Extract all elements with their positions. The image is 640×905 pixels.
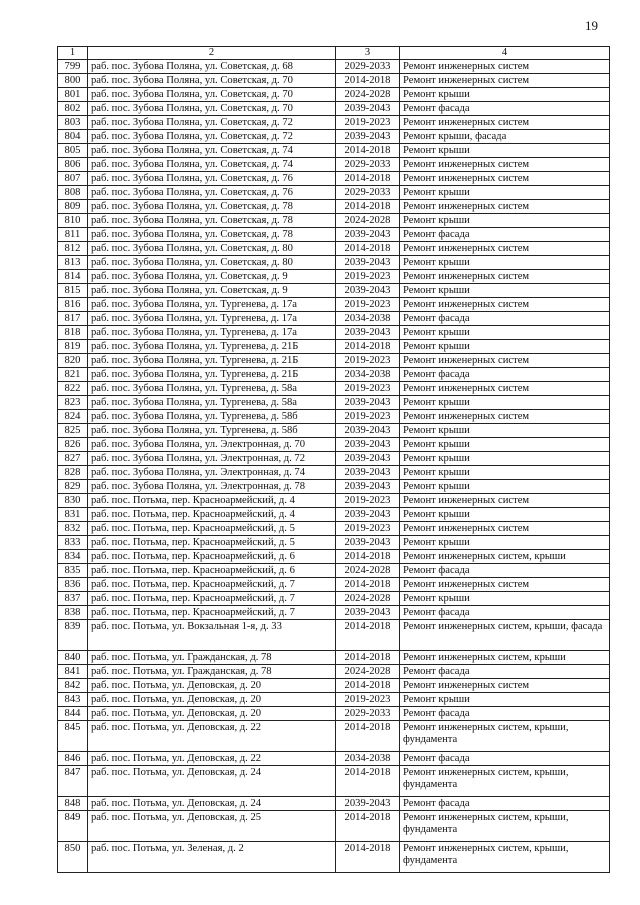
table-row	[58, 564, 610, 578]
table-row	[58, 752, 610, 766]
row-address: раб. пос. Потьма, ул. Гражданская, д. 78	[88, 665, 336, 679]
row-period: 2024-2028	[336, 88, 400, 102]
row-address: раб. пос. Потьма, пер. Красноармейский, д. 6	[88, 564, 336, 578]
row-number: 808	[58, 186, 88, 200]
row-work-type: Ремонт фасада	[400, 752, 610, 766]
row-period: 2039-2043	[336, 256, 400, 270]
row-period: 2024-2028	[336, 214, 400, 228]
row-work-type: Ремонт фасада	[400, 606, 610, 620]
row-address: раб. пос. Потьма, пер. Красноармейский, д. 4	[88, 494, 336, 508]
row-number: 809	[58, 200, 88, 214]
row-number: 799	[58, 60, 88, 74]
row-work-type: Ремонт инженерных систем	[400, 172, 610, 186]
row-work-type: Ремонт фасада	[400, 368, 610, 382]
row-address: раб. пос. Зубова Поляна, ул. Советская, д. 76	[88, 172, 336, 186]
row-period: 2014-2018	[336, 620, 400, 651]
table-row	[58, 200, 610, 214]
row-number: 811	[58, 228, 88, 242]
row-period: 2039-2043	[336, 797, 400, 811]
row-address: раб. пос. Потьма, ул. Деповская, д. 22	[88, 721, 336, 752]
row-period: 2014-2018	[336, 550, 400, 564]
table-row	[58, 270, 610, 284]
row-work-type: Ремонт фасада	[400, 564, 610, 578]
row-number: 815	[58, 284, 88, 298]
table-row	[58, 88, 610, 102]
row-number: 840	[58, 651, 88, 665]
row-period: 2019-2023	[336, 116, 400, 130]
row-number: 802	[58, 102, 88, 116]
row-address: раб. пос. Зубова Поляна, ул. Электронная, д. 72	[88, 452, 336, 466]
row-work-type: Ремонт крыши	[400, 452, 610, 466]
row-number: 842	[58, 679, 88, 693]
row-period: 2039-2043	[336, 396, 400, 410]
table-row	[58, 256, 610, 270]
row-period: 2014-2018	[336, 651, 400, 665]
table-row	[58, 130, 610, 144]
row-period: 2024-2028	[336, 592, 400, 606]
row-work-type: Ремонт инженерных систем	[400, 270, 610, 284]
page-number: 19	[585, 18, 598, 33]
row-work-type: Ремонт инженерных систем	[400, 116, 610, 130]
row-work-type: Ремонт крыши	[400, 466, 610, 480]
table-row	[58, 410, 610, 424]
row-period: 2014-2018	[336, 340, 400, 354]
table-row	[58, 116, 610, 130]
row-number: 819	[58, 340, 88, 354]
table-row	[58, 228, 610, 242]
row-number: 837	[58, 592, 88, 606]
table-row	[58, 186, 610, 200]
row-address: раб. пос. Зубова Поляна, ул. Советская, д. 70	[88, 74, 336, 88]
row-number: 848	[58, 797, 88, 811]
row-period: 2039-2043	[336, 102, 400, 116]
row-work-type: Ремонт фасада	[400, 665, 610, 679]
row-address: раб. пос. Зубова Поляна, ул. Советская, д. 78	[88, 228, 336, 242]
row-number: 844	[58, 707, 88, 721]
row-period: 2014-2018	[336, 679, 400, 693]
row-work-type: Ремонт инженерных систем	[400, 382, 610, 396]
table-row	[58, 382, 610, 396]
row-period: 2024-2028	[336, 564, 400, 578]
table-row	[58, 721, 610, 752]
row-work-type: Ремонт инженерных систем, крыши, фундамента	[400, 766, 610, 797]
row-address: раб. пос. Потьма, ул. Деповская, д. 24	[88, 797, 336, 811]
row-number: 827	[58, 452, 88, 466]
row-period: 2039-2043	[336, 228, 400, 242]
row-address: раб. пос. Потьма, ул. Деповская, д. 25	[88, 811, 336, 842]
row-work-type: Ремонт инженерных систем	[400, 158, 610, 172]
header-col-1: 1	[58, 47, 88, 60]
row-work-type: Ремонт крыши	[400, 144, 610, 158]
row-work-type: Ремонт крыши	[400, 284, 610, 298]
row-number: 800	[58, 74, 88, 88]
row-period: 2019-2023	[336, 522, 400, 536]
row-address: раб. пос. Зубова Поляна, ул. Советская, д. 80	[88, 256, 336, 270]
row-work-type: Ремонт инженерных систем	[400, 578, 610, 592]
row-address: раб. пос. Зубова Поляна, ул. Советская, д. 72	[88, 116, 336, 130]
row-period: 2014-2018	[336, 74, 400, 88]
row-work-type: Ремонт инженерных систем	[400, 74, 610, 88]
row-address: раб. пос. Зубова Поляна, ул. Тургенева, д. 17а	[88, 298, 336, 312]
row-work-type: Ремонт инженерных систем	[400, 679, 610, 693]
row-period: 2019-2023	[336, 693, 400, 707]
row-number: 850	[58, 842, 88, 873]
row-address: раб. пос. Потьма, ул. Зеленая, д. 2	[88, 842, 336, 873]
table-row	[58, 550, 610, 564]
row-number: 831	[58, 508, 88, 522]
table-body	[58, 60, 610, 873]
row-period: 2014-2018	[336, 200, 400, 214]
row-work-type: Ремонт инженерных систем, крыши, фундамента	[400, 842, 610, 873]
row-number: 826	[58, 438, 88, 452]
row-work-type: Ремонт крыши	[400, 424, 610, 438]
row-address: раб. пос. Зубова Поляна, ул. Тургенева, д. 17а	[88, 326, 336, 340]
table-row	[58, 298, 610, 312]
table-header-row	[58, 47, 610, 60]
row-work-type: Ремонт инженерных систем	[400, 494, 610, 508]
table-row	[58, 620, 610, 651]
row-address: раб. пос. Зубова Поляна, ул. Советская, д. 9	[88, 284, 336, 298]
row-period: 2019-2023	[336, 298, 400, 312]
row-period: 2014-2018	[336, 144, 400, 158]
row-work-type: Ремонт инженерных систем	[400, 60, 610, 74]
row-work-type: Ремонт крыши	[400, 326, 610, 340]
row-address: раб. пос. Зубова Поляна, ул. Советская, д. 76	[88, 186, 336, 200]
row-period: 2024-2028	[336, 665, 400, 679]
row-work-type: Ремонт крыши	[400, 480, 610, 494]
row-period: 2039-2043	[336, 480, 400, 494]
row-number: 822	[58, 382, 88, 396]
row-work-type: Ремонт инженерных систем, крыши	[400, 651, 610, 665]
table-row	[58, 214, 610, 228]
row-address: раб. пос. Потьма, ул. Деповская, д. 22	[88, 752, 336, 766]
table-row	[58, 354, 610, 368]
row-address: раб. пос. Потьма, пер. Красноармейский, д. 6	[88, 550, 336, 564]
table-row	[58, 242, 610, 256]
row-work-type: Ремонт инженерных систем	[400, 298, 610, 312]
row-address: раб. пос. Потьма, ул. Гражданская, д. 78	[88, 651, 336, 665]
table-row	[58, 284, 610, 298]
row-address: раб. пос. Зубова Поляна, ул. Советская, д. 68	[88, 60, 336, 74]
row-number: 807	[58, 172, 88, 186]
row-address: раб. пос. Потьма, пер. Красноармейский, д. 7	[88, 578, 336, 592]
table-row	[58, 158, 610, 172]
table-row	[58, 172, 610, 186]
table-row	[58, 494, 610, 508]
row-work-type: Ремонт инженерных систем	[400, 522, 610, 536]
row-period: 2014-2018	[336, 578, 400, 592]
row-number: 821	[58, 368, 88, 382]
row-address: раб. пос. Зубова Поляна, ул. Тургенева, д. 17а	[88, 312, 336, 326]
row-period: 2014-2018	[336, 766, 400, 797]
row-address: раб. пос. Зубова Поляна, ул. Электронная, д. 70	[88, 438, 336, 452]
row-period: 2029-2033	[336, 707, 400, 721]
row-work-type: Ремонт инженерных систем, крыши, фасада	[400, 620, 610, 651]
row-address: раб. пос. Зубова Поляна, ул. Электронная, д. 74	[88, 466, 336, 480]
row-work-type: Ремонт инженерных систем	[400, 242, 610, 256]
row-period: 2014-2018	[336, 721, 400, 752]
row-period: 2039-2043	[336, 284, 400, 298]
row-address: раб. пос. Потьма, пер. Красноармейский, д. 4	[88, 508, 336, 522]
row-number: 814	[58, 270, 88, 284]
table-row	[58, 578, 610, 592]
row-period: 2034-2038	[336, 368, 400, 382]
row-number: 834	[58, 550, 88, 564]
row-address: раб. пос. Зубова Поляна, ул. Советская, д. 78	[88, 214, 336, 228]
row-address: раб. пос. Зубова Поляна, ул. Советская, д. 74	[88, 158, 336, 172]
row-number: 825	[58, 424, 88, 438]
row-number: 824	[58, 410, 88, 424]
row-period: 2029-2033	[336, 186, 400, 200]
row-work-type: Ремонт крыши	[400, 396, 610, 410]
row-address: раб. пос. Потьма, ул. Деповская, д. 20	[88, 707, 336, 721]
row-address: раб. пос. Потьма, пер. Красноармейский, д. 7	[88, 592, 336, 606]
row-work-type: Ремонт крыши	[400, 340, 610, 354]
table-row	[58, 340, 610, 354]
row-number: 849	[58, 811, 88, 842]
row-period: 2039-2043	[336, 438, 400, 452]
row-address: раб. пос. Потьма, ул. Деповская, д. 24	[88, 766, 336, 797]
row-period: 2019-2023	[336, 382, 400, 396]
table-row	[58, 766, 610, 797]
row-period: 2034-2038	[336, 312, 400, 326]
table-row	[58, 466, 610, 480]
row-work-type: Ремонт фасада	[400, 312, 610, 326]
row-period: 2019-2023	[336, 270, 400, 284]
row-number: 830	[58, 494, 88, 508]
table-row	[58, 522, 610, 536]
row-number: 846	[58, 752, 88, 766]
row-period: 2029-2033	[336, 158, 400, 172]
row-work-type: Ремонт инженерных систем, крыши	[400, 550, 610, 564]
row-number: 804	[58, 130, 88, 144]
table-row	[58, 312, 610, 326]
row-period: 2039-2043	[336, 606, 400, 620]
table-row	[58, 665, 610, 679]
table-row	[58, 606, 610, 620]
row-address: раб. пос. Потьма, ул. Деповская, д. 20	[88, 693, 336, 707]
row-address: раб. пос. Потьма, пер. Красноармейский, д. 5	[88, 536, 336, 550]
table-row	[58, 438, 610, 452]
row-number: 833	[58, 536, 88, 550]
row-number: 845	[58, 721, 88, 752]
header-col-3: 3	[336, 47, 400, 60]
row-period: 2019-2023	[336, 494, 400, 508]
row-period: 2039-2043	[336, 466, 400, 480]
row-work-type: Ремонт крыши	[400, 536, 610, 550]
row-work-type: Ремонт инженерных систем, крыши, фундамента	[400, 721, 610, 752]
row-number: 806	[58, 158, 88, 172]
row-period: 2039-2043	[336, 536, 400, 550]
row-number: 818	[58, 326, 88, 340]
row-address: раб. пос. Зубова Поляна, ул. Тургенева, д. 21Б	[88, 340, 336, 354]
table-row	[58, 811, 610, 842]
row-period: 2039-2043	[336, 452, 400, 466]
row-address: раб. пос. Потьма, пер. Красноармейский, д. 5	[88, 522, 336, 536]
row-period: 2034-2038	[336, 752, 400, 766]
table-row	[58, 326, 610, 340]
row-work-type: Ремонт инженерных систем	[400, 354, 610, 368]
row-number: 820	[58, 354, 88, 368]
row-address: раб. пос. Зубова Поляна, ул. Тургенева, д. 21Б	[88, 354, 336, 368]
row-work-type: Ремонт крыши	[400, 256, 610, 270]
row-address: раб. пос. Зубова Поляна, ул. Тургенева, д. 21Б	[88, 368, 336, 382]
table-row	[58, 508, 610, 522]
row-address: раб. пос. Зубова Поляна, ул. Тургенева, д. 58а	[88, 382, 336, 396]
table-row	[58, 707, 610, 721]
row-number: 847	[58, 766, 88, 797]
row-work-type: Ремонт фасада	[400, 797, 610, 811]
row-period: 2039-2043	[336, 326, 400, 340]
row-work-type: Ремонт крыши	[400, 186, 610, 200]
table-row	[58, 452, 610, 466]
row-number: 843	[58, 693, 88, 707]
row-work-type: Ремонт крыши, фасада	[400, 130, 610, 144]
row-number: 835	[58, 564, 88, 578]
row-number: 841	[58, 665, 88, 679]
row-address: раб. пос. Зубова Поляна, ул. Советская, д. 74	[88, 144, 336, 158]
row-number: 829	[58, 480, 88, 494]
row-address: раб. пос. Зубова Поляна, ул. Тургенева, д. 58б	[88, 410, 336, 424]
table-row	[58, 693, 610, 707]
row-period: 2029-2033	[336, 60, 400, 74]
header-col-2: 2	[88, 47, 336, 60]
table-row	[58, 60, 610, 74]
row-address: раб. пос. Зубова Поляна, ул. Тургенева, д. 58б	[88, 424, 336, 438]
row-number: 838	[58, 606, 88, 620]
row-period: 2014-2018	[336, 172, 400, 186]
table-row	[58, 368, 610, 382]
row-address: раб. пос. Потьма, пер. Красноармейский, д. 7	[88, 606, 336, 620]
table-row	[58, 679, 610, 693]
row-period: 2014-2018	[336, 842, 400, 873]
row-number: 836	[58, 578, 88, 592]
row-work-type: Ремонт инженерных систем	[400, 410, 610, 424]
row-address: раб. пос. Зубова Поляна, ул. Советская, д. 72	[88, 130, 336, 144]
row-number: 816	[58, 298, 88, 312]
row-number: 839	[58, 620, 88, 651]
row-work-type: Ремонт инженерных систем	[400, 200, 610, 214]
repair-schedule-table	[57, 46, 610, 873]
row-number: 810	[58, 214, 88, 228]
row-address: раб. пос. Зубова Поляна, ул. Тургенева, д. 58а	[88, 396, 336, 410]
row-work-type: Ремонт инженерных систем, крыши, фундамента	[400, 811, 610, 842]
table-row	[58, 396, 610, 410]
row-work-type: Ремонт крыши	[400, 214, 610, 228]
row-period: 2019-2023	[336, 354, 400, 368]
table-row	[58, 536, 610, 550]
row-address: раб. пос. Зубова Поляна, ул. Советская, д. 70	[88, 88, 336, 102]
row-work-type: Ремонт крыши	[400, 693, 610, 707]
row-number: 803	[58, 116, 88, 130]
table-row	[58, 424, 610, 438]
row-period: 2014-2018	[336, 242, 400, 256]
row-address: раб. пос. Зубова Поляна, ул. Советская, д. 70	[88, 102, 336, 116]
table-row	[58, 74, 610, 88]
row-number: 828	[58, 466, 88, 480]
row-address: раб. пос. Зубова Поляна, ул. Электронная, д. 78	[88, 480, 336, 494]
header-col-4: 4	[400, 47, 610, 60]
table-row	[58, 480, 610, 494]
row-address: раб. пос. Потьма, ул. Деповская, д. 20	[88, 679, 336, 693]
row-address: раб. пос. Зубова Поляна, ул. Советская, д. 80	[88, 242, 336, 256]
row-work-type: Ремонт крыши	[400, 508, 610, 522]
table-row	[58, 842, 610, 873]
row-period: 2039-2043	[336, 424, 400, 438]
row-number: 801	[58, 88, 88, 102]
row-address: раб. пос. Зубова Поляна, ул. Советская, д. 78	[88, 200, 336, 214]
row-period: 2039-2043	[336, 130, 400, 144]
row-number: 817	[58, 312, 88, 326]
row-number: 813	[58, 256, 88, 270]
row-period: 2014-2018	[336, 811, 400, 842]
row-address: раб. пос. Потьма, ул. Вокзальная 1-я, д. 33	[88, 620, 336, 651]
table-row	[58, 592, 610, 606]
row-period: 2039-2043	[336, 508, 400, 522]
table-row	[58, 102, 610, 116]
row-work-type: Ремонт фасада	[400, 228, 610, 242]
row-number: 805	[58, 144, 88, 158]
row-work-type: Ремонт крыши	[400, 438, 610, 452]
table-row	[58, 797, 610, 811]
row-period: 2019-2023	[336, 410, 400, 424]
table-row	[58, 144, 610, 158]
row-work-type: Ремонт крыши	[400, 592, 610, 606]
row-work-type: Ремонт крыши	[400, 88, 610, 102]
row-number: 812	[58, 242, 88, 256]
row-work-type: Ремонт фасада	[400, 707, 610, 721]
table-row	[58, 651, 610, 665]
row-number: 832	[58, 522, 88, 536]
row-number: 823	[58, 396, 88, 410]
row-address: раб. пос. Зубова Поляна, ул. Советская, д. 9	[88, 270, 336, 284]
row-work-type: Ремонт фасада	[400, 102, 610, 116]
